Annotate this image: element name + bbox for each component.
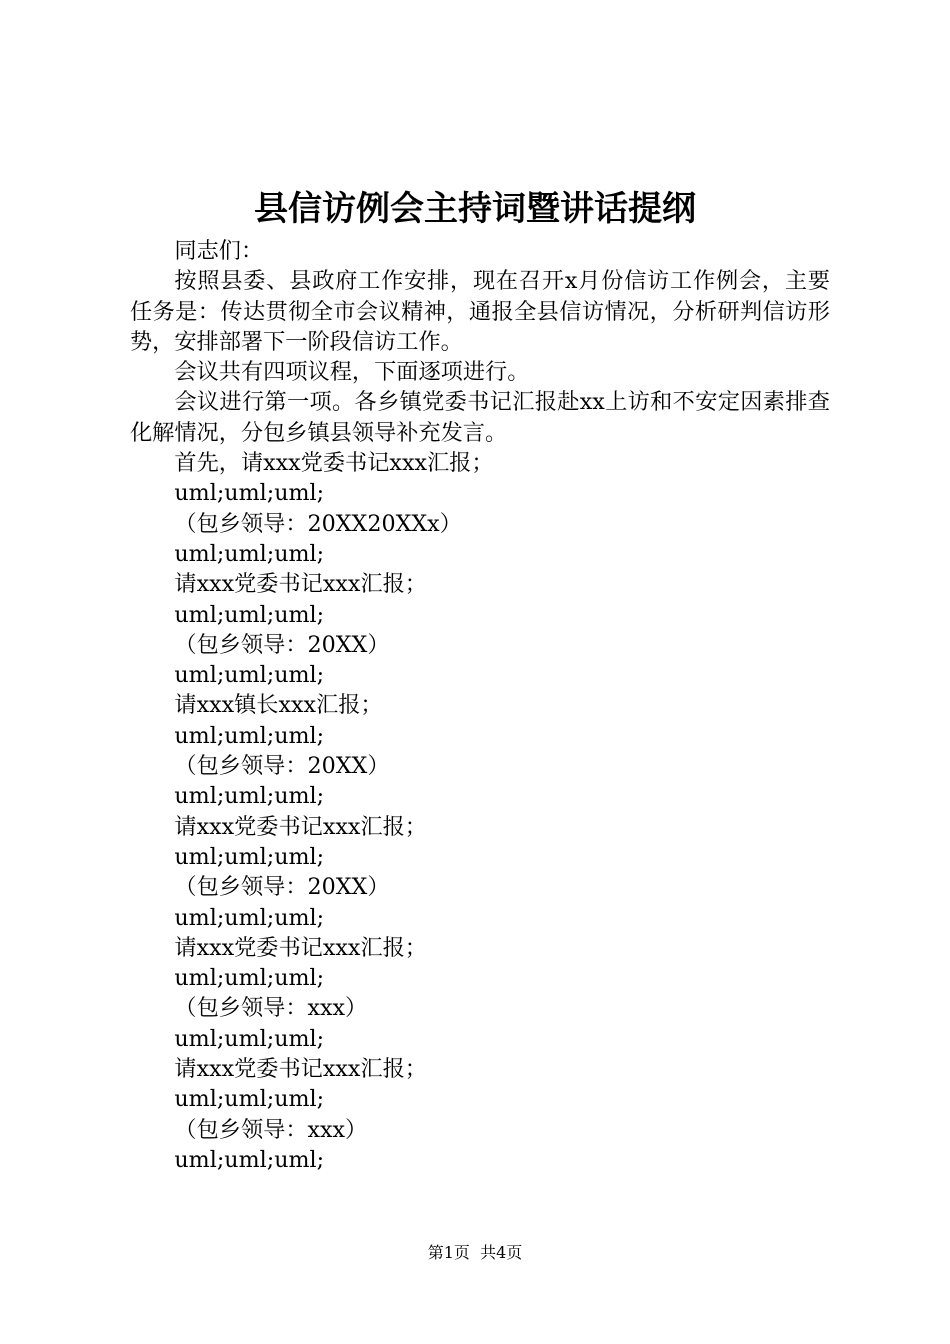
paragraph: uml;uml;uml; [174, 1146, 325, 1173]
paragraph: 会议进行第一项。各乡镇党委书记汇报赴xx上访和不安定因素排查化解情况，分包乡镇县领导补充发言。 [130, 389, 830, 446]
paragraph: 同志们： [174, 238, 264, 264]
paragraph: （包乡领导：xxx） [174, 1116, 368, 1143]
paragraph: （包乡领导：20XX20XXx） [174, 510, 462, 537]
paragraph: 请xxx党委书记xxx汇报； [174, 1056, 427, 1083]
paragraph: 请xxx镇长xxx汇报； [174, 692, 383, 719]
paragraph: uml;uml;uml; [174, 601, 325, 628]
document-title: 县信访例会主持词暨讲话提纲 [254, 189, 696, 229]
paragraph: 按照县委、县政府工作安排，现在召开x月份信访工作例会，主要任务是：传达贯彻全市会议精神，通报全县信访情况，分析研判信访形势，安排部署下一阶段信访工作。 [130, 268, 830, 355]
paragraph: uml;uml;uml; [174, 662, 325, 689]
paragraph: uml;uml;uml; [174, 965, 325, 992]
paragraph: uml;uml;uml; [174, 722, 325, 749]
paragraph: （包乡领导：xxx） [174, 995, 368, 1022]
document-body [130, 236, 830, 1175]
paragraph: 请xxx党委书记xxx汇报； [174, 813, 427, 840]
paragraph: uml;uml;uml; [174, 1025, 325, 1052]
paragraph: （包乡领导：20XX） [174, 753, 390, 780]
paragraph: uml;uml;uml; [174, 904, 325, 931]
paragraph: uml;uml;uml; [174, 1086, 325, 1113]
paragraph: 会议共有四项议程，下面逐项进行。 [174, 359, 530, 386]
paragraph: 请xxx党委书记xxx汇报； [174, 571, 427, 598]
page-number-footer: 第1页 共4页 [427, 1243, 523, 1262]
paragraph: uml;uml;uml; [174, 843, 325, 870]
paragraph: （包乡领导：20XX） [174, 874, 390, 901]
paragraph: uml;uml;uml; [174, 540, 325, 567]
paragraph: uml;uml;uml; [174, 783, 325, 810]
paragraph: 首先，请xxx党委书记xxx汇报； [174, 450, 494, 477]
paragraph: 请xxx党委书记xxx汇报； [174, 934, 427, 961]
paragraph: uml;uml;uml; [174, 480, 325, 507]
paragraph: （包乡领导：20XX） [174, 631, 390, 658]
